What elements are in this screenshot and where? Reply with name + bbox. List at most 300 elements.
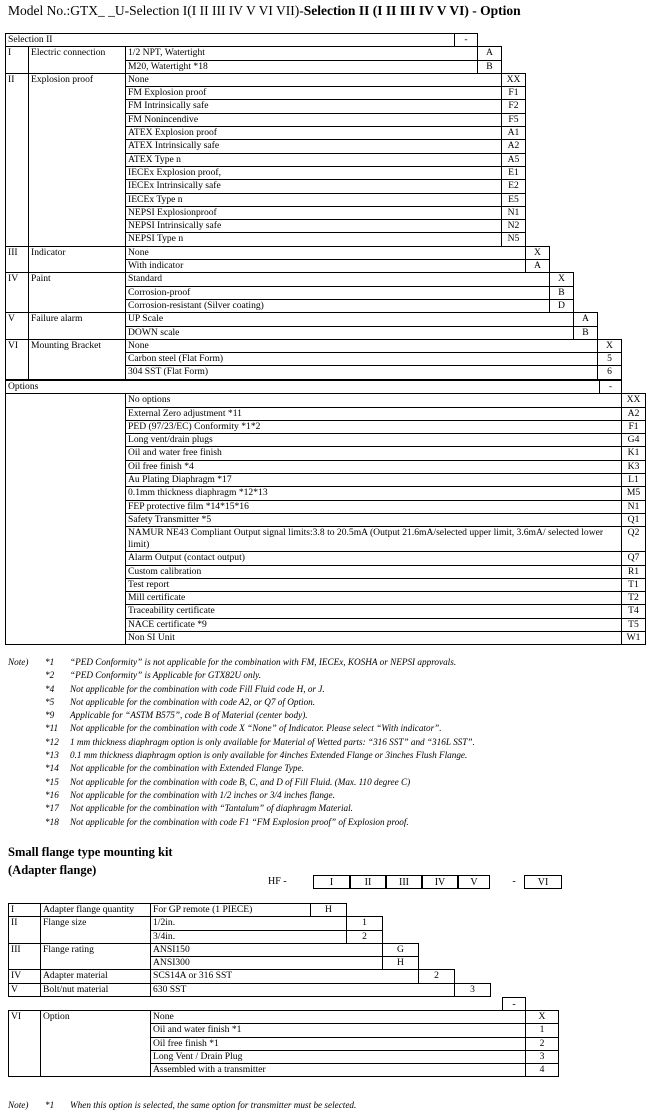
option-code: Q1 <box>622 513 646 526</box>
option-description: Traceability certificate <box>126 605 622 618</box>
blank-cell <box>455 904 491 917</box>
blank-cell <box>574 73 598 86</box>
option-description: 1/2in. <box>151 917 347 930</box>
note-text: Applicable for “ASTM B575”, code B of Material (center body). <box>70 710 308 721</box>
blank-cell <box>598 127 622 140</box>
option-description: NEPSI Intrinsically safe <box>126 220 502 233</box>
option-description: IECEx Type n <box>126 193 502 206</box>
option-code: 2 <box>526 1037 559 1050</box>
blank-cell <box>455 943 491 956</box>
blank-cell <box>598 47 622 60</box>
selection-ii-header-row <box>6 34 622 47</box>
blank-cell <box>550 60 574 73</box>
option-description: UP Scale <box>126 313 574 326</box>
note-key: *4 <box>45 683 55 694</box>
note-item <box>8 762 475 775</box>
blank-cell <box>574 100 598 113</box>
blank-cell <box>574 34 598 47</box>
option-code: D <box>550 299 574 312</box>
option-description: FM Explosion proof <box>126 87 502 100</box>
option-description: ATEX Type n <box>126 153 502 166</box>
note-text: Not applicable for the combination with code F1 “FM Explosion proof” of Explosion proof. <box>70 816 409 827</box>
option-description: Alarm Output (contact output) <box>126 552 622 565</box>
option-description: With indicator <box>126 260 526 273</box>
blank-cell <box>419 943 455 956</box>
blank-cell <box>550 47 574 60</box>
blank-cell <box>574 180 598 193</box>
blank-cell <box>598 273 622 286</box>
blank-cell <box>526 60 550 73</box>
blank-cell <box>347 904 383 917</box>
option-description: Test report <box>126 578 622 591</box>
option-description: IECEx Explosion proof, <box>126 166 502 179</box>
options-header: Options <box>6 381 600 394</box>
blank-cell <box>526 220 550 233</box>
blank-cell <box>574 193 598 206</box>
group-roman: III <box>6 246 29 273</box>
blank-cell <box>574 153 598 166</box>
option-description: Corrosion-resistant (Silver coating) <box>126 299 550 312</box>
option-code: M5 <box>622 487 646 500</box>
blank-cell <box>598 166 622 179</box>
table-row <box>6 339 622 352</box>
group-name: Adapter flange quantity <box>41 904 151 917</box>
blank-cell <box>526 166 550 179</box>
note-label <box>8 816 45 829</box>
blank-cell <box>383 917 419 930</box>
option-code: A <box>478 47 502 60</box>
note-item <box>8 776 475 789</box>
options-left-cell <box>6 394 126 645</box>
note-key: *17 <box>45 803 59 814</box>
option-description: Carbon steel (Flat Form) <box>126 353 598 366</box>
option-description: Mill certificate <box>126 592 622 605</box>
option-description: Corrosion-proof <box>126 286 550 299</box>
option-description: Assembled with a transmitter <box>151 1064 526 1077</box>
option-code: F1 <box>622 420 646 433</box>
selection-ii-dash: - <box>455 34 478 47</box>
group-roman: III <box>9 943 41 970</box>
blank-cell <box>550 166 574 179</box>
blank-cell <box>574 206 598 219</box>
blank-cell <box>383 930 419 943</box>
group-roman: I <box>6 47 29 74</box>
option-description: FM Intrinsically safe <box>126 100 502 113</box>
blank-cell <box>550 153 574 166</box>
blank-cell <box>550 113 574 126</box>
option-code: 1 <box>347 917 383 930</box>
note-key: *13 <box>45 750 59 761</box>
group-roman: IV <box>6 273 29 313</box>
blank-cell <box>598 206 622 219</box>
selection-ii-header: Selection II <box>6 34 455 47</box>
group-name: Mounting Bracket <box>29 339 126 379</box>
option-description: Oil free finish *4 <box>126 460 622 473</box>
option-code: B <box>478 60 502 73</box>
table-row <box>6 73 622 86</box>
note-text: Not applicable for the combination with code A2, or Q7 of Option. <box>70 696 316 707</box>
option-code: 5 <box>598 353 622 366</box>
blank-cell <box>550 34 574 47</box>
option-code: XX <box>502 73 526 86</box>
option-description: 0.1mm thickness diaphragm *12*13 <box>126 487 622 500</box>
option-description: Oil and water finish *1 <box>151 1024 526 1037</box>
blank-cell <box>574 127 598 140</box>
option-code: 1 <box>526 1024 559 1037</box>
flange-grid <box>8 903 491 997</box>
option-code: H <box>311 904 347 917</box>
note-item <box>8 656 475 669</box>
option-description: Long vent/drain plugs <box>126 434 622 447</box>
option-code: N2 <box>502 220 526 233</box>
note-label <box>8 696 45 709</box>
blank-cell <box>455 970 491 983</box>
option-description: None <box>151 1011 526 1024</box>
blank-cell <box>419 957 455 970</box>
note-text: Not applicable for the combination with “Tantalum” of diaphragm Material. <box>70 803 353 814</box>
blank-cell <box>550 260 574 273</box>
blank-cell <box>550 246 574 259</box>
note-key: *15 <box>45 776 59 787</box>
group-name: Indicator <box>29 246 126 273</box>
note-label <box>8 762 45 775</box>
blank-cell <box>383 904 419 917</box>
option-code: Q2 <box>622 527 646 552</box>
option-code: X <box>526 246 550 259</box>
blank-cell <box>574 273 598 286</box>
options-grid <box>5 380 646 645</box>
blank-cell <box>598 326 622 339</box>
option-description: IECEx Intrinsically safe <box>126 180 502 193</box>
blank-cell <box>526 233 550 246</box>
note-text: “PED Conformity” is Applicable for GTX82U only. <box>70 670 261 681</box>
note-label: Note) <box>8 657 29 667</box>
note-key: *16 <box>45 789 59 800</box>
option-code: A <box>574 313 598 326</box>
note-text: 1 mm thickness diaphragm option is only available for Material of Wetted parts: “316 SST” and “316L SST”. <box>70 736 475 747</box>
blank-cell <box>550 87 574 100</box>
flange-heading: Small flange type mounting kit <box>8 845 173 859</box>
note-label <box>8 709 45 722</box>
group-roman: V <box>6 313 29 340</box>
table-row <box>9 904 491 917</box>
option-code: A2 <box>622 407 646 420</box>
blank-cell <box>598 233 622 246</box>
option-description: FM Nonincendive <box>126 113 502 126</box>
option-description: NAMUR NE43 Compliant Output signal limits:3.8 to 20.5mA (Output 21.6mA/selected upper limit, 3.6mA/ selected lower limit) <box>126 527 622 552</box>
blank-cell <box>598 34 622 47</box>
note-text: 0.1 mm thickness diaphragm option is only available for 4inches Extended Flange or 3inches Flush Flange. <box>70 750 468 761</box>
note-text: Not applicable for the combination with code X “None” of Indicator. Please select “With indicator”. <box>70 723 442 734</box>
option-description: Oil free finish *1 <box>151 1037 526 1050</box>
group-name: Electric connection <box>29 47 126 74</box>
note-label <box>8 683 45 696</box>
note-item <box>8 669 475 682</box>
blank-cell <box>598 313 622 326</box>
option-description: Standard <box>126 273 550 286</box>
option-code: G4 <box>622 434 646 447</box>
blank-cell <box>598 87 622 100</box>
option-code: H <box>383 957 419 970</box>
table-row <box>6 313 622 326</box>
blank-cell <box>455 957 491 970</box>
option-code: 4 <box>526 1064 559 1077</box>
note-item <box>8 709 475 722</box>
note-label <box>8 789 45 802</box>
blank-cell <box>526 100 550 113</box>
blank-cell <box>598 73 622 86</box>
note-key: *11 <box>45 723 59 734</box>
group-roman: VI <box>6 339 29 379</box>
option-code: N1 <box>502 206 526 219</box>
note-item <box>8 696 475 709</box>
option-code: A <box>526 260 550 273</box>
blank-cell <box>550 140 574 153</box>
group-name: Explosion proof <box>29 73 126 246</box>
group-name: Option <box>41 1011 151 1077</box>
option-description: 1/2 NPT, Watertight <box>126 47 478 60</box>
blank-cell <box>419 930 455 943</box>
group-roman: II <box>6 73 29 246</box>
option-code: E5 <box>502 193 526 206</box>
blank-cell <box>598 60 622 73</box>
option-code: T4 <box>622 605 646 618</box>
option-code: 3 <box>526 1050 559 1063</box>
blank-cell <box>574 299 598 312</box>
option-code: K1 <box>622 447 646 460</box>
option-code: W1 <box>622 632 646 645</box>
option-code: K3 <box>622 460 646 473</box>
options-dash: - <box>600 381 622 394</box>
blank-cell <box>598 260 622 273</box>
blank-cell <box>526 87 550 100</box>
option-code: E1 <box>502 166 526 179</box>
option-description: NEPSI Type n <box>126 233 502 246</box>
flange-note: Note) *1 When this option is selected, the same option for transmitter must be selected. <box>8 1100 357 1110</box>
note-key: *5 <box>45 696 55 707</box>
option-description: PED (97/23/EC) Conformity *1*2 <box>126 420 622 433</box>
blank-cell <box>526 113 550 126</box>
blank-cell <box>502 60 526 73</box>
blank-cell <box>598 220 622 233</box>
blank-cell <box>526 34 550 47</box>
option-description: None <box>126 246 526 259</box>
option-description: ATEX Intrinsically safe <box>126 140 502 153</box>
flange-code-prefix: HF - <box>268 876 287 887</box>
blank-cell <box>550 73 574 86</box>
note-key: *18 <box>45 816 59 827</box>
blank-cell <box>574 166 598 179</box>
option-code: R1 <box>622 565 646 578</box>
option-description: Custom calibration <box>126 565 622 578</box>
table-row <box>9 1011 559 1024</box>
option-code: L1 <box>622 474 646 487</box>
blank-cell <box>598 193 622 206</box>
flange-code-dash: - <box>512 876 516 887</box>
option-code: T1 <box>622 578 646 591</box>
blank-cell <box>526 127 550 140</box>
flange-code-box: IV <box>422 875 458 889</box>
option-description: None <box>126 73 502 86</box>
option-code: T5 <box>622 618 646 631</box>
selection-ii-grid <box>5 33 622 380</box>
blank-cell <box>598 180 622 193</box>
option-description: Au Plating Diaphragm *17 <box>126 474 622 487</box>
blank-cell <box>550 193 574 206</box>
group-roman: II <box>9 917 41 944</box>
option-code: N1 <box>622 500 646 513</box>
note-text: Not applicable for the combination with code B, C, and D of Fill Fluid. (Max. 110 degree C) <box>70 776 411 787</box>
blank-cell <box>574 47 598 60</box>
option-description: For GP remote (1 PIECE) <box>151 904 311 917</box>
table-row <box>9 970 491 983</box>
flange-code-box: VI <box>524 875 562 889</box>
option-code: 2 <box>419 970 455 983</box>
option-description: None <box>126 339 598 352</box>
option-description: 304 SST (Flat Form) <box>126 366 598 379</box>
flange-subheading: (Adapter flange) <box>8 863 97 877</box>
blank-cell <box>550 180 574 193</box>
group-name: Flange rating <box>41 943 151 970</box>
note-label <box>8 802 45 815</box>
option-code: B <box>574 326 598 339</box>
option-code: B <box>550 286 574 299</box>
note-key: *12 <box>45 736 59 747</box>
blank-cell <box>526 73 550 86</box>
option-description: FEP protective film *14*15*16 <box>126 500 622 513</box>
note-key: *2 <box>45 670 55 681</box>
blank-cell <box>574 233 598 246</box>
blank-cell <box>598 246 622 259</box>
blank-cell <box>526 153 550 166</box>
blank-cell <box>574 87 598 100</box>
option-code: X <box>550 273 574 286</box>
option-description: Safety Transmitter *5 <box>126 513 622 526</box>
flange-option-grid <box>8 1010 559 1077</box>
blank-cell <box>502 34 526 47</box>
blank-cell <box>550 127 574 140</box>
blank-cell <box>598 299 622 312</box>
option-description: ANSI300 <box>151 957 383 970</box>
note-key: *14 <box>45 763 59 774</box>
option-code: F2 <box>502 100 526 113</box>
blank-cell <box>574 113 598 126</box>
option-code: Q7 <box>622 552 646 565</box>
note-text: Not applicable for the combination with 1/2 inches or 3/4 inches flange. <box>70 789 335 800</box>
option-code: X <box>598 339 622 352</box>
flange-code-box: I <box>313 875 350 889</box>
note-item <box>8 722 475 735</box>
note-item <box>8 816 475 829</box>
option-description: Long Vent / Drain Plug <box>151 1050 526 1063</box>
blank-cell <box>502 47 526 60</box>
blank-cell <box>526 193 550 206</box>
blank-cell <box>550 206 574 219</box>
blank-cell <box>574 260 598 273</box>
note-label <box>8 736 45 749</box>
blank-cell <box>598 286 622 299</box>
option-description: External Zero adjustment *11 <box>126 407 622 420</box>
blank-cell <box>419 904 455 917</box>
flange-code-box: V <box>458 875 490 889</box>
notes-section <box>8 656 475 829</box>
blank-cell <box>550 220 574 233</box>
option-description: Non SI Unit <box>126 632 622 645</box>
group-roman: I <box>9 904 41 917</box>
option-description: Oil and water free finish <box>126 447 622 460</box>
option-code: A2 <box>502 140 526 153</box>
blank-cell <box>526 140 550 153</box>
option-description: ANSI150 <box>151 943 383 956</box>
options-header-row <box>6 381 646 394</box>
option-description: NACE certificate *9 <box>126 618 622 631</box>
option-code: A5 <box>502 153 526 166</box>
blank-cell <box>419 917 455 930</box>
blank-cell <box>550 100 574 113</box>
note-text: Not applicable for the combination with Extended Flange Type. <box>70 763 304 774</box>
blank-cell <box>598 100 622 113</box>
blank-cell <box>526 47 550 60</box>
option-description: NEPSI Explosionproof <box>126 206 502 219</box>
option-code: E2 <box>502 180 526 193</box>
table-row <box>6 394 646 407</box>
note-item <box>8 802 475 815</box>
option-code: 3 <box>455 983 491 996</box>
option-description: 630 SST <box>151 983 455 996</box>
table-row <box>9 983 491 996</box>
option-description: SCS14A or 316 SST <box>151 970 419 983</box>
option-code: XX <box>622 394 646 407</box>
blank-cell <box>598 153 622 166</box>
blank-cell <box>478 34 502 47</box>
note-item <box>8 789 475 802</box>
option-description: DOWN scale <box>126 326 574 339</box>
blank-cell <box>574 140 598 153</box>
flange-code-box: II <box>350 875 386 889</box>
blank-cell <box>574 286 598 299</box>
flange-code-box: III <box>386 875 422 889</box>
note-text: Not applicable for the combination with code Fill Fluid code H, or J. <box>70 683 325 694</box>
option-description: ATEX Explosion proof <box>126 127 502 140</box>
blank-cell <box>622 381 646 394</box>
group-roman: VI <box>9 1011 41 1077</box>
group-name: Bolt/nut material <box>41 983 151 996</box>
group-name: Adapter material <box>41 970 151 983</box>
note-item <box>8 749 475 762</box>
blank-cell <box>574 220 598 233</box>
group-name: Paint <box>29 273 126 313</box>
option-description: No options <box>126 394 622 407</box>
blank-cell <box>598 113 622 126</box>
option-code: 6 <box>598 366 622 379</box>
blank-cell <box>526 206 550 219</box>
option-code: G <box>383 943 419 956</box>
group-roman: V <box>9 983 41 996</box>
group-name: Failure alarm <box>29 313 126 340</box>
note-text: “PED Conformity” is not applicable for the combination with FM, IECEx, KOSHA or NEPSI approvals. <box>70 657 457 667</box>
note-item <box>8 683 475 696</box>
group-name: Flange size <box>41 917 151 944</box>
flange-option-dash: - <box>502 997 526 1011</box>
blank-cell <box>550 233 574 246</box>
blank-cell <box>598 140 622 153</box>
blank-cell <box>574 60 598 73</box>
note-label <box>8 749 45 762</box>
table-row <box>6 246 622 259</box>
table-row <box>6 47 622 60</box>
blank-cell <box>455 930 491 943</box>
group-roman: IV <box>9 970 41 983</box>
